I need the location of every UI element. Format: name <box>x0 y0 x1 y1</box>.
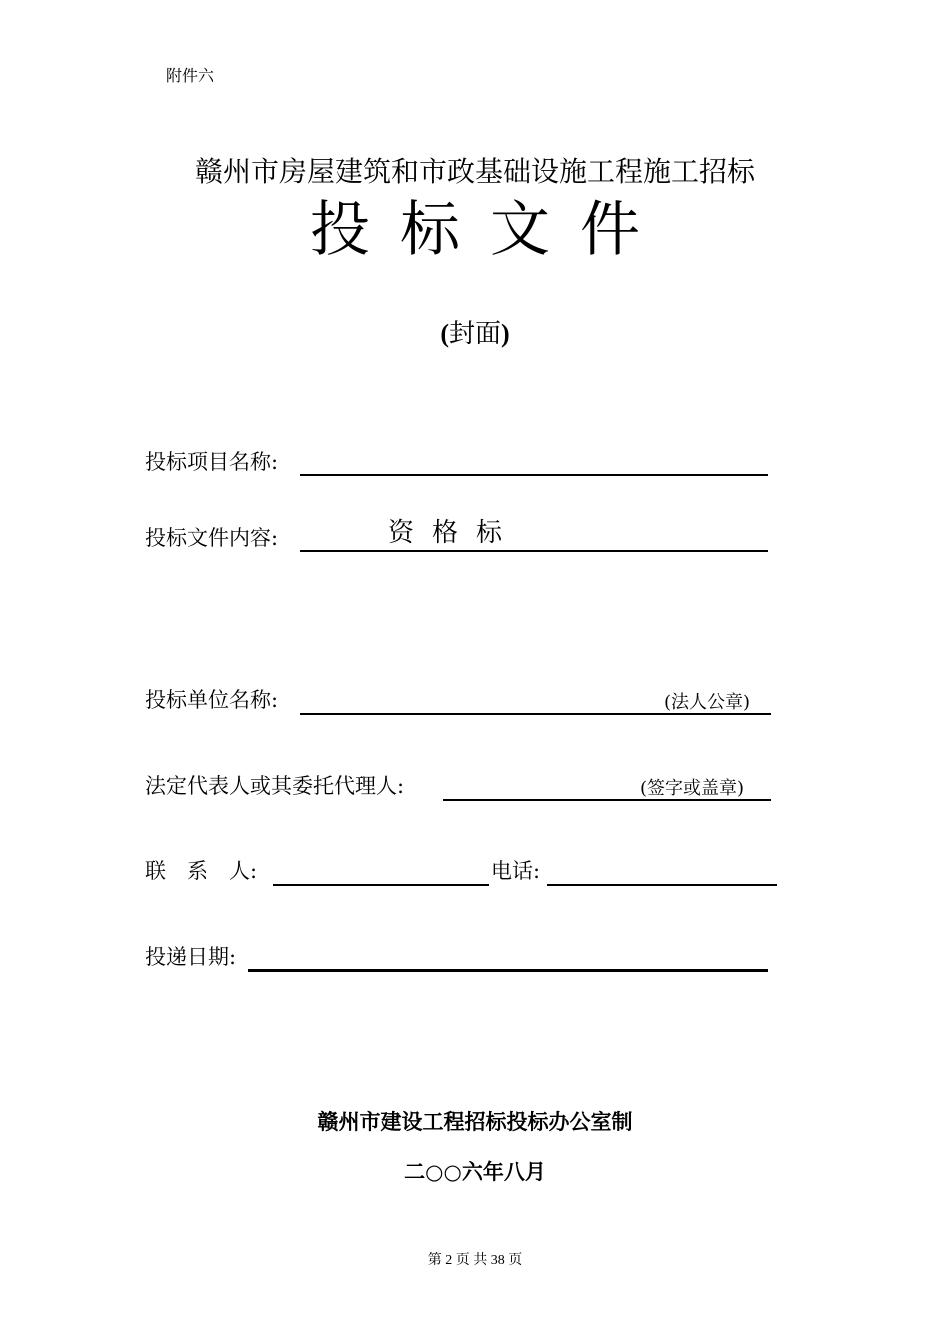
phone-label: 电话: <box>491 859 541 883</box>
document-title-line: 赣州市房屋建筑和市政基础设施工程施工招标 <box>194 155 755 188</box>
subtitle-open-paren: ( <box>440 319 449 348</box>
delivery-date-field[interactable] <box>248 969 768 972</box>
subtitle-text: 封面 <box>448 319 501 349</box>
phone-field[interactable] <box>547 884 777 886</box>
bidder-seal-note: (法人公章) <box>664 692 751 713</box>
document-content-value: 资格标 <box>388 518 521 548</box>
contact-person-label: 联 系 人: <box>145 859 258 883</box>
legal-rep-label: 法定代表人或其委托代理人: <box>145 774 405 798</box>
project-name-field[interactable] <box>300 474 768 476</box>
legal-rep-field[interactable] <box>443 799 771 801</box>
document-subtitle <box>0 313 950 350</box>
attachment-label: 附件六 <box>166 66 215 85</box>
document-main-title: 投标文件 <box>310 195 670 265</box>
page-number: 第 2 页 共 38 页 <box>427 1253 523 1268</box>
document-content-field[interactable] <box>300 550 768 552</box>
subtitle-close-paren: ) <box>501 319 510 348</box>
issuing-office: 赣州市建设工程招标投标办公室制 <box>317 1110 633 1134</box>
bidder-name-field[interactable] <box>300 713 771 715</box>
issue-date: 二○○六年八月 <box>404 1160 546 1184</box>
legal-rep-signature-note: (签字或盖章) <box>640 778 745 799</box>
contact-person-field[interactable] <box>273 884 489 886</box>
delivery-date-label: 投递日期: <box>145 945 237 969</box>
bidder-name-label: 投标单位名称: <box>145 688 279 712</box>
project-name-label: 投标项目名称: <box>145 450 279 474</box>
document-content-label: 投标文件内容: <box>145 526 279 550</box>
